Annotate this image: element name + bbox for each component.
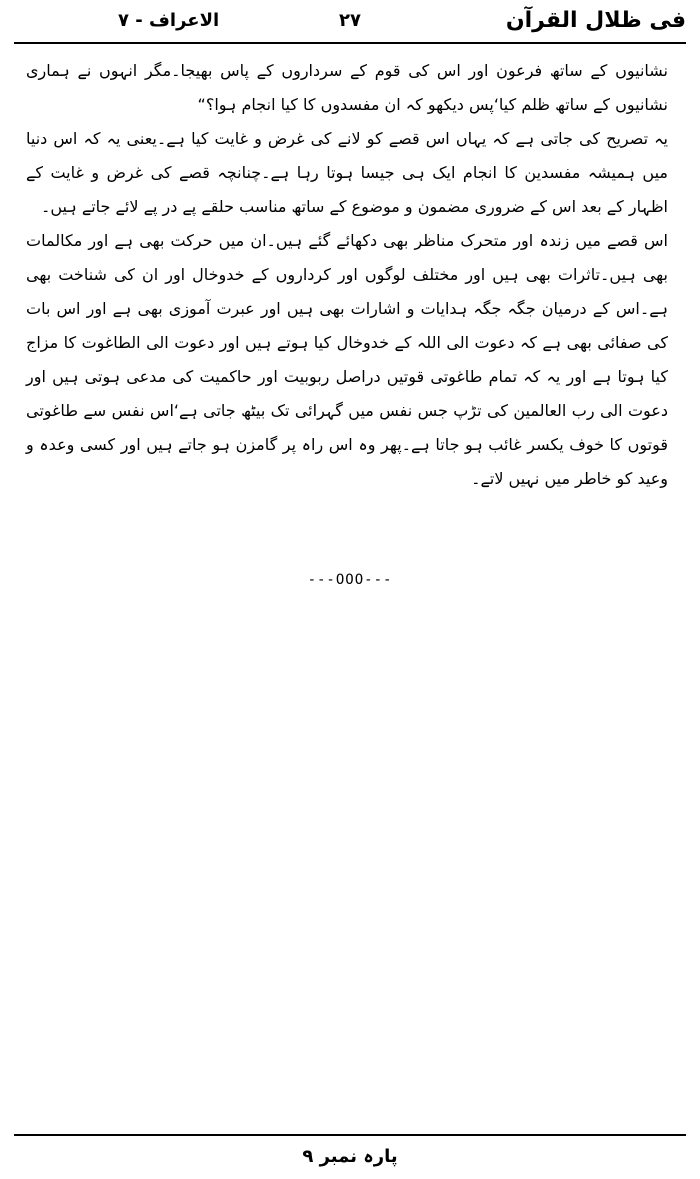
para-number-label: پارہ نمبر ۹: [302, 1146, 398, 1167]
page-footer: [0, 1142, 700, 1172]
paragraph: نشانیوں کے ساتھ فرعون اور اس کی قوم کے سرداروں کے پاس بھیجا۔مگر انہوں نے ہماری نشانیوں کے ساتھ ظلم کیا‘پس دیکھو کہ ان مفسدوں کا کیا انجام ہوا؟“: [26, 61, 668, 114]
header-divider: [14, 42, 686, 44]
page-body: [26, 54, 668, 496]
surah-label: الاعراف - ۷: [118, 10, 220, 31]
section-separator: ---OOO---: [307, 572, 393, 588]
book-title: فی ظلال القرآن: [505, 8, 686, 33]
footer-divider: [14, 1134, 686, 1136]
page-number: ۲۷: [339, 10, 361, 31]
paragraph: اس قصے میں زندہ اور متحرک مناظر بھی دکھائے گئے ہیں۔ان میں حرکت بھی ہے اور مکالمات بھی ہیں۔تاثرات بھی ہیں اور مختلف لوگوں اور کرداروں کے خدوخال اور ان کی شناخت بھی ہے۔اس کے درمیان جگہ جگہ ہدایات و اشارات بھی ہیں اور عبرت آموزی بھی ہے اور اس بات کی صفائی بھی ہے کہ دعوت الی اللہ کے خدوخال کیا ہوتے ہیں اور دعوت الی الطاغوت کا مزاج کیا ہوتا ہے اور یہ کہ تمام طاغوتی قوتیں دراصل ربوبیت اور حاکمیت کی مدعی ہوتی ہیں اور دعوت الی رب العالمین کی تڑپ جس نفس میں گہرائی تک بیٹھ جاتی ہے‘اس نفس سے طاغوتی قوتوں کا خوف یکسر غائب ہو جاتا ہے۔پھر وہ اس راہ پر گامزن ہو جاتے ہیں اور کسی وعدہ و وعید کو خاطر میں نہیں لاتے۔: [26, 231, 668, 488]
paragraph: یہ تصریح کی جاتی ہے کہ یہاں اس قصے کو لانے کی غرض و غایت کیا ہے۔یعنی یہ کہ اس دنیا میں ہمیشہ مفسدین کا انجام ایک ہی جیسا ہوتا رہا ہے۔چنانچہ قصے کی غرض و غایت کے اظہار کے بعد اس کے ضروری مضمون و موضوع کے ساتھ مناسب حلقے پے در پے لائے جاتے ہیں۔: [26, 129, 668, 216]
page-header: [14, 6, 686, 36]
